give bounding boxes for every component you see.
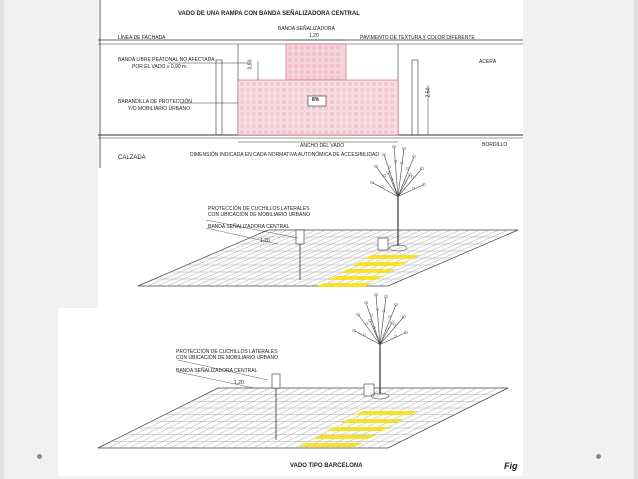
calzada-label: CALZADA xyxy=(118,155,146,161)
proteccion-label-1a: PROTECCIÓN DE CUCHILLOS LATERALES xyxy=(208,206,310,212)
dim-120-label-1: 1,20 xyxy=(260,238,270,244)
dimension-note: DIMENSIÓN INDICADA EN CADA NORMATIVA AUTONÓMICA DE ACCESIBILIDAD xyxy=(190,152,379,158)
bordillo-label: BORDILLO xyxy=(482,142,508,148)
banda-central-label-2: BANDA SEÑALIZADORA CENTRAL xyxy=(176,368,258,374)
plan-title: VADO DE UNA RAMPA CON BANDA SEÑALIZADORA CENTRAL xyxy=(178,11,360,17)
banda-width-label: 1,20 xyxy=(309,33,319,39)
proteccion-label-2b: CON UBICACIÓN DE MOBILIARIO URBANO xyxy=(176,355,278,361)
dim-250-label: 2,50 xyxy=(425,87,432,98)
banda-senalizadora-label: BANDA SEÑALIZADORA xyxy=(278,26,335,32)
banda-libre-label-1: BANDA LIBRE PEATONAL NO AFECTADA xyxy=(118,57,215,63)
slope-label: 8% xyxy=(312,97,320,103)
banda-libre-label-2: POR EL VADO ≥ 0,90 m. xyxy=(132,64,188,70)
tree-2 xyxy=(353,293,408,399)
ancho-vado-label: ANCHO DEL VADO xyxy=(300,143,345,149)
proteccion-label-2a: PROTECCIÓN DE CUCHILLOS LATERALES xyxy=(176,349,278,355)
proteccion-label-1b: CON UBICACIÓN DE MOBILIARIO URBANO xyxy=(208,212,310,218)
barandilla-label-1: BARANDILLA DE PROTECCIÓN xyxy=(118,99,192,105)
fig-label: Fig xyxy=(504,461,518,471)
pavimento-label: PAVIMENTO DE TEXTURA Y COLOR DIFERENTE xyxy=(360,35,475,41)
perspective-svg-2 xyxy=(58,308,523,476)
barandilla-label-2: Y/O MOBILIARIO URBANO xyxy=(128,106,190,112)
acera-label: ACERA xyxy=(479,59,497,65)
slide-right-edge xyxy=(634,0,638,479)
perspective-svg-1 xyxy=(98,168,523,308)
plan-drawing xyxy=(98,0,523,168)
figure-caption: VADO TIPO BARCELONA xyxy=(290,463,363,469)
bullet-right xyxy=(596,454,601,459)
perspective-drawing-2 xyxy=(58,308,523,476)
dim-090-label: 0,90 xyxy=(247,59,254,70)
bullet-left xyxy=(37,454,42,459)
banda-central-label-1: BANDA SEÑALIZADORA CENTRAL xyxy=(208,224,290,230)
slide-left-edge xyxy=(0,0,4,479)
linea-fachada-label: LÍNEA DE FACHADA xyxy=(118,35,166,41)
tactile-zone-plan xyxy=(238,80,398,135)
perspective-drawing-1 xyxy=(98,168,523,308)
dim-120-label-2: 1,20 xyxy=(234,380,244,386)
